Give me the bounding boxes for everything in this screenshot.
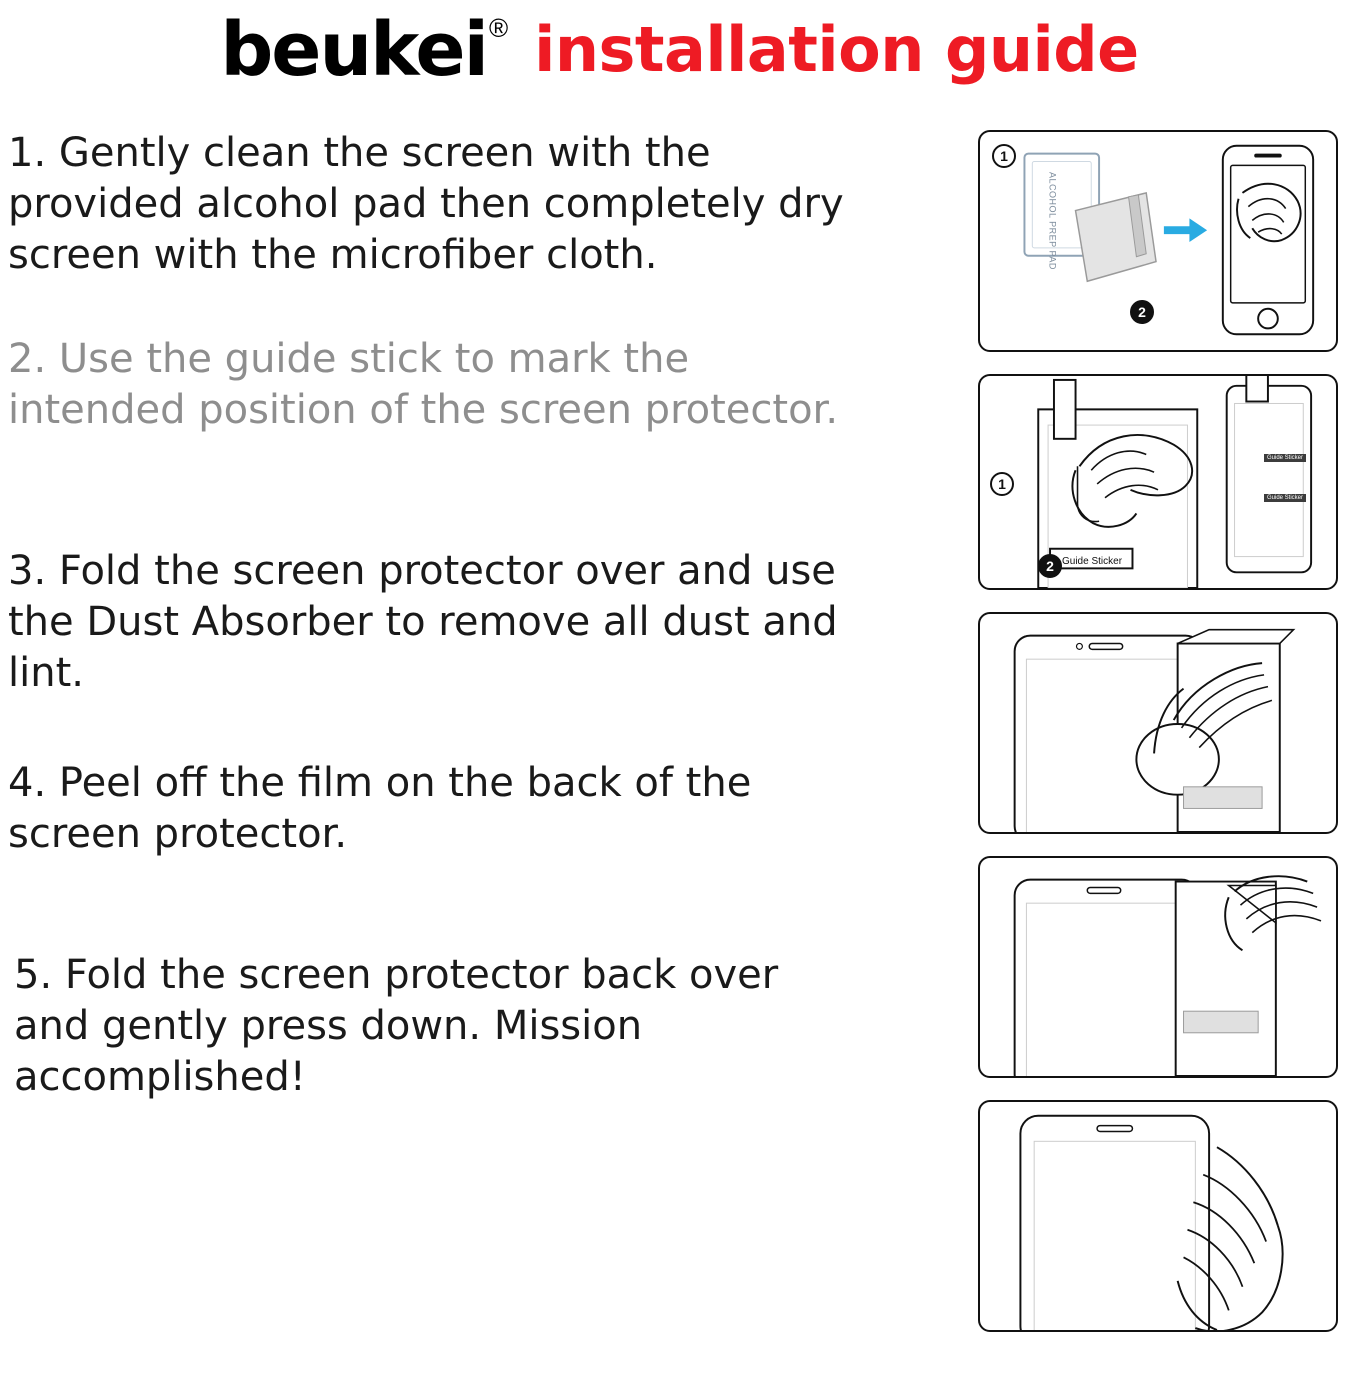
guide-sticker-label: Guide Sticker — [1062, 556, 1123, 567]
panel-4-drawing — [980, 858, 1336, 1076]
panel-3-drawing — [980, 614, 1336, 832]
page-header — [0, 0, 1359, 100]
illustration-panels — [978, 130, 1338, 1354]
brand-logo — [220, 7, 509, 93]
panel-1-drawing — [980, 132, 1336, 350]
panel-5-drawing — [980, 1102, 1336, 1330]
step-3-text: 3. Fold the screen protector over and use the Dust Absorber to remove all dust and lint. — [8, 547, 838, 697]
brand-name: beukei — [220, 7, 487, 93]
step-item-3 — [8, 546, 848, 700]
step-item-2 — [8, 334, 848, 436]
illustration-panel-1 — [978, 130, 1338, 352]
step-2-text: 2. Use the guide stick to mark the intended position of the screen protector. — [8, 335, 839, 433]
step-item-4 — [8, 758, 848, 860]
illustration-panel-4 — [978, 856, 1338, 1078]
panel-1-badge-two: 2 — [1130, 300, 1154, 324]
guide-sticker-top-label: Guide Sticker — [1264, 454, 1306, 462]
registered-mark-icon: ® — [488, 13, 509, 43]
illustration-panel-5 — [978, 1100, 1338, 1332]
panel-2-badge-two: 2 — [1038, 554, 1062, 578]
panel-2-badge-one: 1 — [990, 472, 1014, 496]
panel-1-badge-one: 1 — [992, 144, 1016, 168]
step-item-5 — [14, 950, 848, 1104]
step-5-text: 5. Fold the screen protector back over and gently press down. Mission accomplished! — [14, 951, 779, 1101]
alcohol-prep-pad-label: ALCOHOL PREP PAD — [1047, 172, 1058, 270]
page-title: installation guide — [534, 13, 1139, 86]
illustration-panel-3 — [978, 612, 1338, 834]
illustration-panel-2 — [978, 374, 1338, 590]
step-item-1 — [8, 128, 848, 282]
panel-2-drawing — [980, 376, 1336, 588]
step-1-text: 1. Gently clean the screen with the provided alcohol pad then completely dry screen with the microfiber cloth. — [8, 130, 844, 279]
instruction-steps — [8, 120, 848, 1139]
guide-sticker-bottom-label: Guide Sticker — [1264, 494, 1306, 502]
step-4-text: 4. Peel off the film on the back of the screen protector. — [8, 759, 752, 857]
